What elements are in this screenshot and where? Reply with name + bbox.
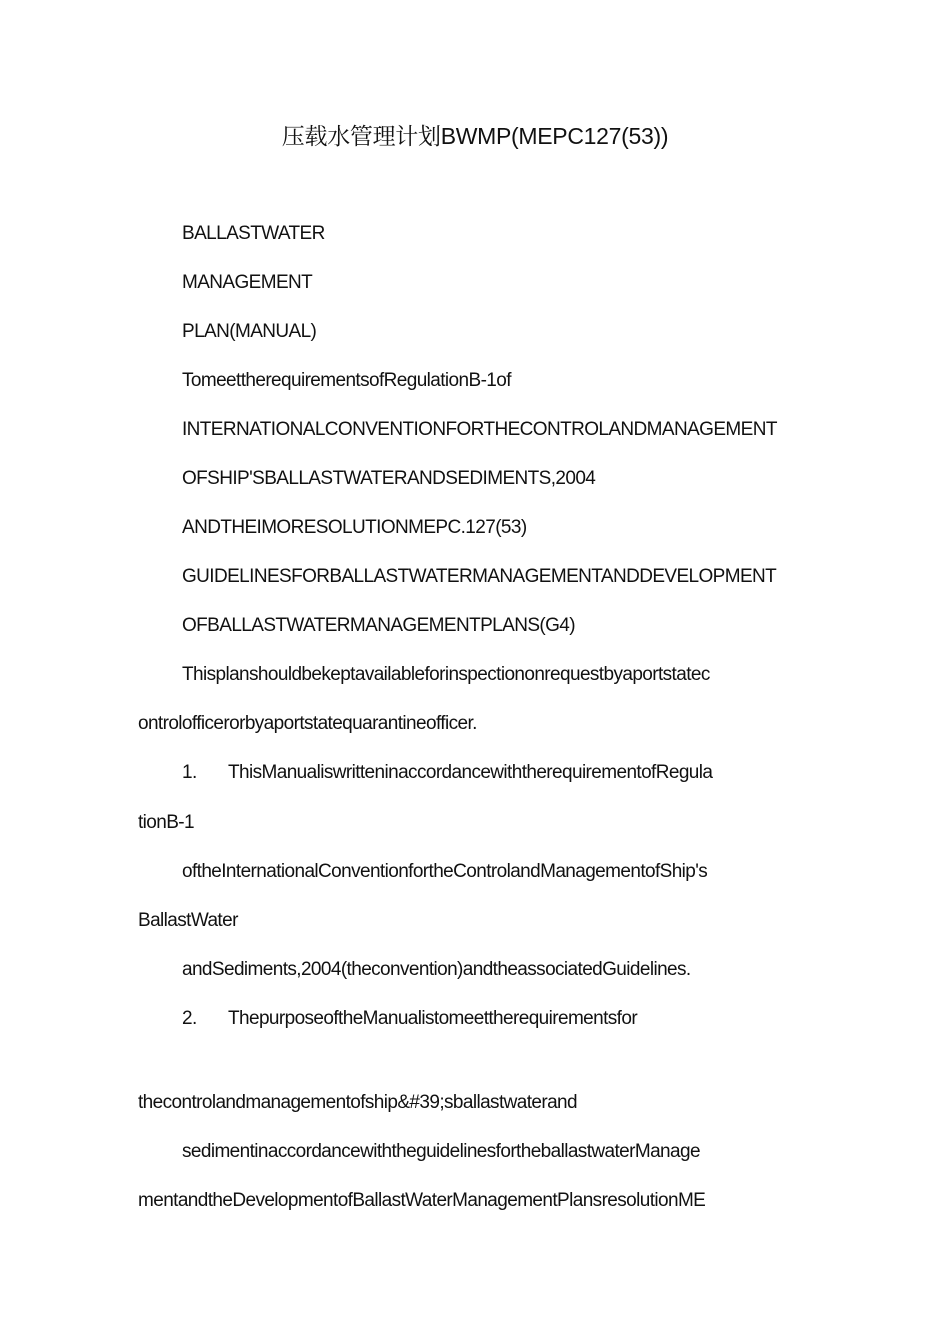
numbered-item-1 xyxy=(182,760,712,786)
text-line: ontrolofficerorbyaportstatequarantineofficer. xyxy=(138,713,477,734)
document-title: 压载水管理计划BWMP(MEPC127(53)) xyxy=(281,123,669,149)
text-line: INTERNATIONALCONVENTIONFORTHECONTROLANDMANAGEMENT xyxy=(182,419,777,440)
item-text: ThepurposeoftheManualistomeettherequirementsfor xyxy=(228,1008,638,1029)
text-line: Thisplanshouldbekeptavailableforinspectiononrequestbyaportstatec xyxy=(182,664,710,685)
heading-line-3: PLAN(MANUAL) xyxy=(182,321,317,342)
item-number: 1. xyxy=(182,762,197,783)
text-line: oftheInternationalConventionfortheControlandManagementofShip's xyxy=(182,861,708,882)
heading-line-2: MANAGEMENT xyxy=(182,272,313,293)
text-line: BallastWater xyxy=(138,910,238,931)
text-line: ANDTHEIMORESOLUTIONMEPC.127(53) xyxy=(182,517,527,538)
text-line: mentandtheDevelopmentofBallastWaterManagementPlansresolutionME xyxy=(138,1190,706,1211)
text-line: sedimentinaccordancewiththeguidelinesfortheballastwaterManage xyxy=(182,1141,700,1162)
text-line: andSediments,2004(theconvention)andtheassociatedGuidelines. xyxy=(182,959,691,980)
item-number: 2. xyxy=(182,1008,197,1029)
numbered-item-2 xyxy=(182,1006,637,1032)
heading-line-1: BALLASTWATER xyxy=(182,223,325,244)
text-line: thecontrolandmanagementofship&#39;sballastwaterand xyxy=(138,1092,577,1113)
text-line: OFSHIP'SBALLASTWATERANDSEDIMENTS,2004 xyxy=(182,468,596,489)
text-line: TomeettherequirementsofRegulationB-1of xyxy=(182,370,511,391)
item-text: ThisManualiswritteninaccordancewiththerequirementofRegula xyxy=(228,762,713,783)
text-line: tionB-1 xyxy=(138,812,195,833)
text-line: OFBALLASTWATERMANAGEMENTPLANS(G4) xyxy=(182,615,575,636)
text-line: GUIDELINESFORBALLASTWATERMANAGEMENTANDDEVELOPMENT xyxy=(182,566,777,587)
